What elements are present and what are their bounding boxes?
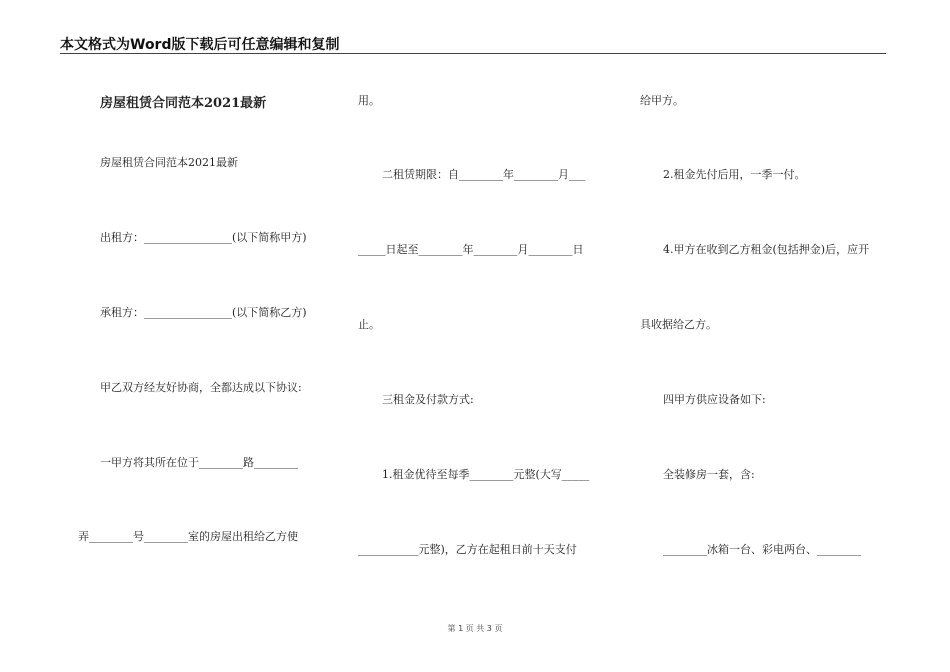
col3-line-receipt-cont: 具收据给乙方。 [640, 318, 717, 331]
col2-line-term-cont: _____日起至________年________月________日 [358, 243, 584, 256]
col3-line-prepay: 2.租金先付后用，一季一付。 [663, 168, 806, 181]
col2-line-rent-heading: 三租金及付款方式: [382, 393, 474, 406]
col3-line-equipment-1: 全装修房一套，含: [663, 468, 755, 481]
col2-line-1: 用。 [358, 94, 380, 107]
header-divider [60, 53, 886, 54]
page-number: 第 1 页 共 3 页 [447, 624, 503, 633]
col1-line-lessee: 承租方：________________(以下简称乙方) [100, 306, 307, 319]
page-header-title: 本文格式为Word版下载后可任意编辑和复制 [60, 37, 340, 53]
col3-line-1: 给甲方。 [640, 94, 684, 107]
col2-line-rent-amount: 1.租金优待至每季________元整(大写_____ [382, 468, 590, 481]
col1-line-clause1: 一甲方将其所在位于________路________ [100, 456, 298, 469]
col2-line-end: 止。 [358, 318, 380, 331]
col1-line-1: 房屋租赁合同范本2021最新 [100, 156, 238, 169]
document-title: 房屋租赁合同范本2021最新 [100, 96, 267, 111]
col3-line-equipment-2: ________冰箱一台、彩电两台、________ [663, 543, 861, 556]
col3-line-receipt: 4.甲方在收到乙方租金(包括押金)后，应开 [663, 243, 870, 256]
col1-line-agreement: 甲乙双方经友好协商，全都达成以下协议: [100, 381, 302, 394]
col1-line-lessor: 出租方：________________(以下简称甲方) [100, 231, 307, 244]
col2-line-rent-amount-cont: ___________元整)，乙方在起租日前十天支付 [358, 543, 577, 556]
col1-line-clause1-cont: 弄________号________室的房屋出租给乙方使 [78, 530, 298, 543]
col3-line-equipment-heading: 四甲方供应设备如下: [663, 393, 766, 406]
col2-line-term: 二租赁期限：自________年________月___ [382, 168, 586, 181]
